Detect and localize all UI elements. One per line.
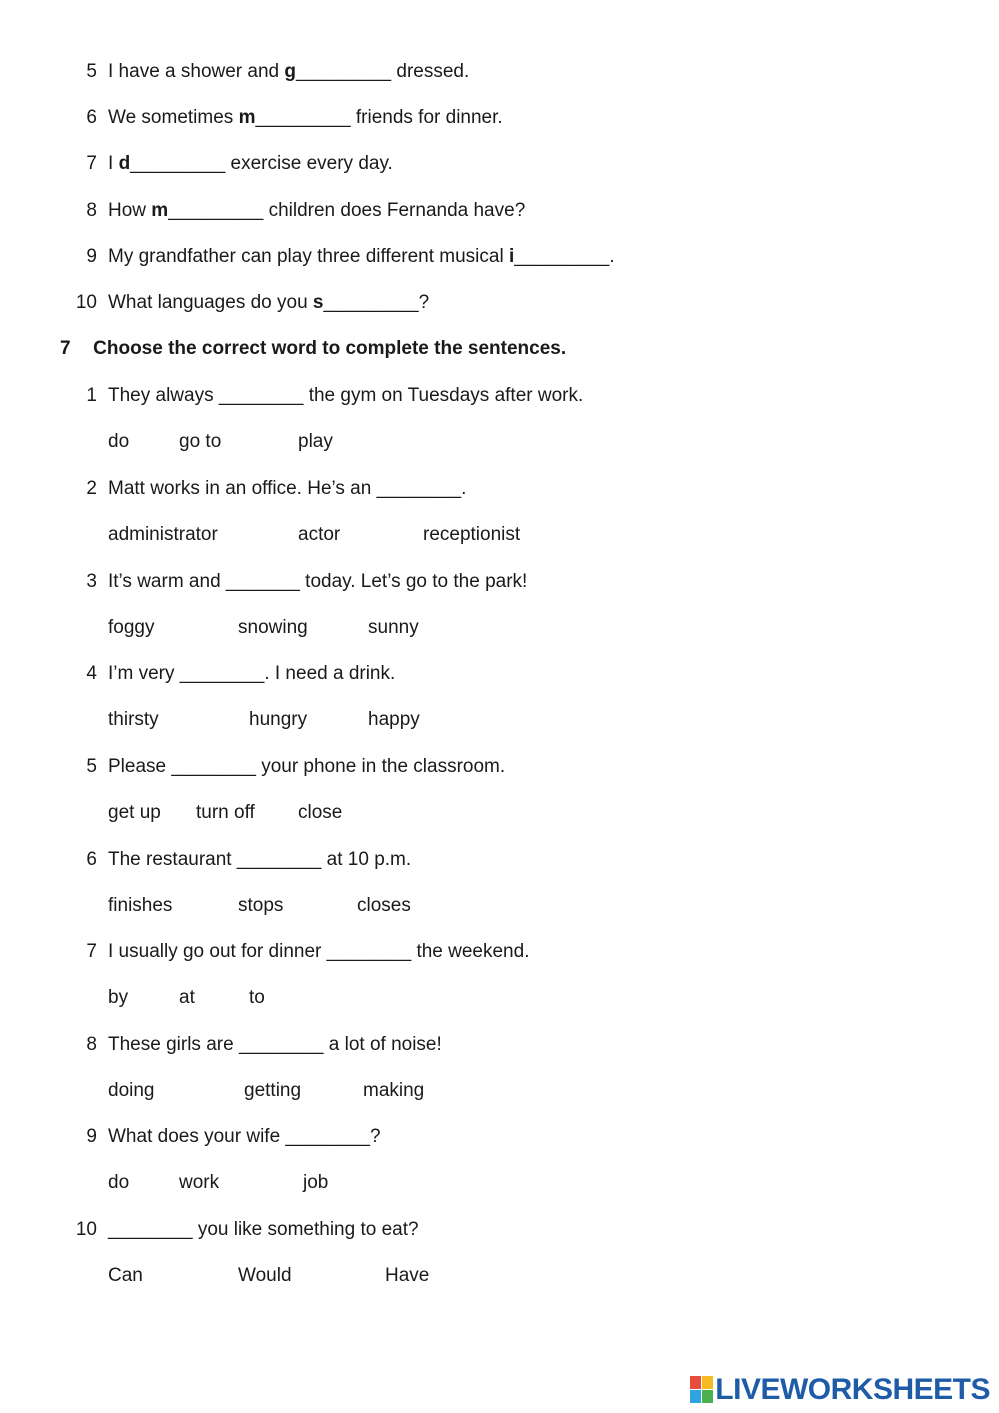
answer-option[interactable]: to	[249, 987, 265, 1008]
liveworksheets-logo	[690, 1372, 990, 1408]
item-number: 9	[86, 246, 97, 267]
answer-option[interactable]: close	[298, 802, 343, 823]
section-number: 7	[60, 338, 71, 359]
question-number: 10	[75, 1219, 97, 1240]
question-number: 3	[86, 571, 97, 592]
question-text: Matt works in an office. He’s an ________.	[108, 478, 467, 499]
answer-option[interactable]: receptionist	[423, 524, 521, 545]
question-number: 4	[86, 663, 97, 684]
first-letter-hint: g	[284, 61, 296, 82]
question-number: 7	[86, 941, 97, 962]
question-text: I’m very ________. I need a drink.	[108, 663, 396, 684]
answer-option[interactable]: administrator	[108, 524, 218, 545]
item-number: 10	[75, 292, 97, 313]
question-text: The restaurant ________ at 10 p.m.	[108, 849, 412, 870]
item-number: 6	[86, 107, 97, 128]
answer-option[interactable]: sunny	[368, 617, 419, 638]
answer-blank[interactable]: _________ exercise every day.	[130, 153, 393, 174]
answer-option[interactable]: by	[108, 987, 129, 1008]
sentence-start: I have a shower and	[108, 61, 285, 82]
item-sentence	[108, 106, 503, 130]
answer-option[interactable]: go to	[179, 431, 222, 452]
item-sentence	[108, 152, 393, 176]
answer-option[interactable]: closes	[357, 895, 411, 916]
question-number: 6	[86, 849, 97, 870]
answer-option[interactable]: do	[108, 431, 130, 452]
answer-option[interactable]: making	[363, 1080, 425, 1101]
section-title: Choose the correct word to complete the sentences.	[93, 338, 567, 359]
first-letter-hint: m	[151, 200, 169, 221]
answer-option[interactable]: doing	[108, 1080, 155, 1101]
question-number: 1	[86, 385, 97, 406]
question-number: 9	[86, 1126, 97, 1147]
answer-option[interactable]: actor	[298, 524, 341, 545]
item-sentence	[108, 291, 429, 315]
answer-option[interactable]: do	[108, 1172, 130, 1193]
answer-blank[interactable]: _________ dressed.	[296, 61, 470, 82]
logo-icon	[690, 1376, 711, 1404]
sentence-start: My grandfather can play three different musical	[108, 246, 509, 267]
answer-option[interactable]: job	[303, 1172, 329, 1193]
sentence-start: I	[108, 153, 119, 174]
question-number: 8	[86, 1034, 97, 1055]
answer-option[interactable]: at	[179, 987, 195, 1008]
answer-option[interactable]: Can	[108, 1265, 143, 1286]
section-7-heading	[60, 338, 566, 360]
answer-blank[interactable]: _________ friends for dinner.	[255, 107, 503, 128]
answer-blank[interactable]: _________?	[323, 292, 430, 313]
question-text: What does your wife ________?	[108, 1126, 381, 1147]
question-number: 2	[86, 478, 97, 499]
answer-blank[interactable]: _________ children does Fernanda have?	[168, 200, 526, 221]
answer-option[interactable]: get up	[108, 802, 161, 823]
answer-option[interactable]: foggy	[108, 617, 155, 638]
answer-option[interactable]: turn off	[196, 802, 255, 823]
item-sentence	[108, 199, 525, 223]
answer-option[interactable]: snowing	[238, 617, 308, 638]
answer-option[interactable]: finishes	[108, 895, 173, 916]
question-text: Please ________ your phone in the classroom.	[108, 756, 506, 777]
answer-option[interactable]: happy	[368, 709, 420, 730]
item-number: 5	[86, 61, 97, 82]
item-sentence	[108, 60, 469, 84]
question-text: ________ you like something to eat?	[108, 1219, 419, 1240]
answer-blank[interactable]: _________.	[514, 246, 615, 267]
first-letter-hint: s	[312, 292, 324, 313]
sentence-start: How	[108, 200, 152, 221]
first-letter-hint: i	[508, 246, 515, 267]
answer-option[interactable]: work	[179, 1172, 220, 1193]
question-number: 5	[86, 756, 97, 777]
question-text: I usually go out for dinner ________ the weekend.	[108, 941, 530, 962]
answer-option[interactable]: Have	[385, 1265, 430, 1286]
item-number: 7	[86, 153, 97, 174]
answer-option[interactable]: getting	[244, 1080, 302, 1101]
first-letter-hint: m	[238, 107, 256, 128]
answer-option[interactable]: thirsty	[108, 709, 159, 730]
question-text: They always ________ the gym on Tuesdays after work.	[108, 385, 584, 406]
item-number: 8	[86, 200, 97, 221]
logo-text: LIVEWORKSHEETS	[715, 1373, 990, 1406]
answer-option[interactable]: hungry	[249, 709, 308, 730]
answer-option[interactable]: stops	[238, 895, 284, 916]
question-text: These girls are ________ a lot of noise!	[108, 1034, 442, 1055]
sentence-start: We sometimes	[108, 107, 239, 128]
answer-option[interactable]: play	[298, 431, 333, 452]
first-letter-hint: d	[118, 153, 131, 174]
item-sentence	[108, 245, 615, 269]
answer-option[interactable]: Would	[238, 1265, 292, 1286]
sentence-start: What languages do you	[108, 292, 313, 313]
question-text: It’s warm and _______ today. Let’s go to the park!	[108, 571, 528, 592]
